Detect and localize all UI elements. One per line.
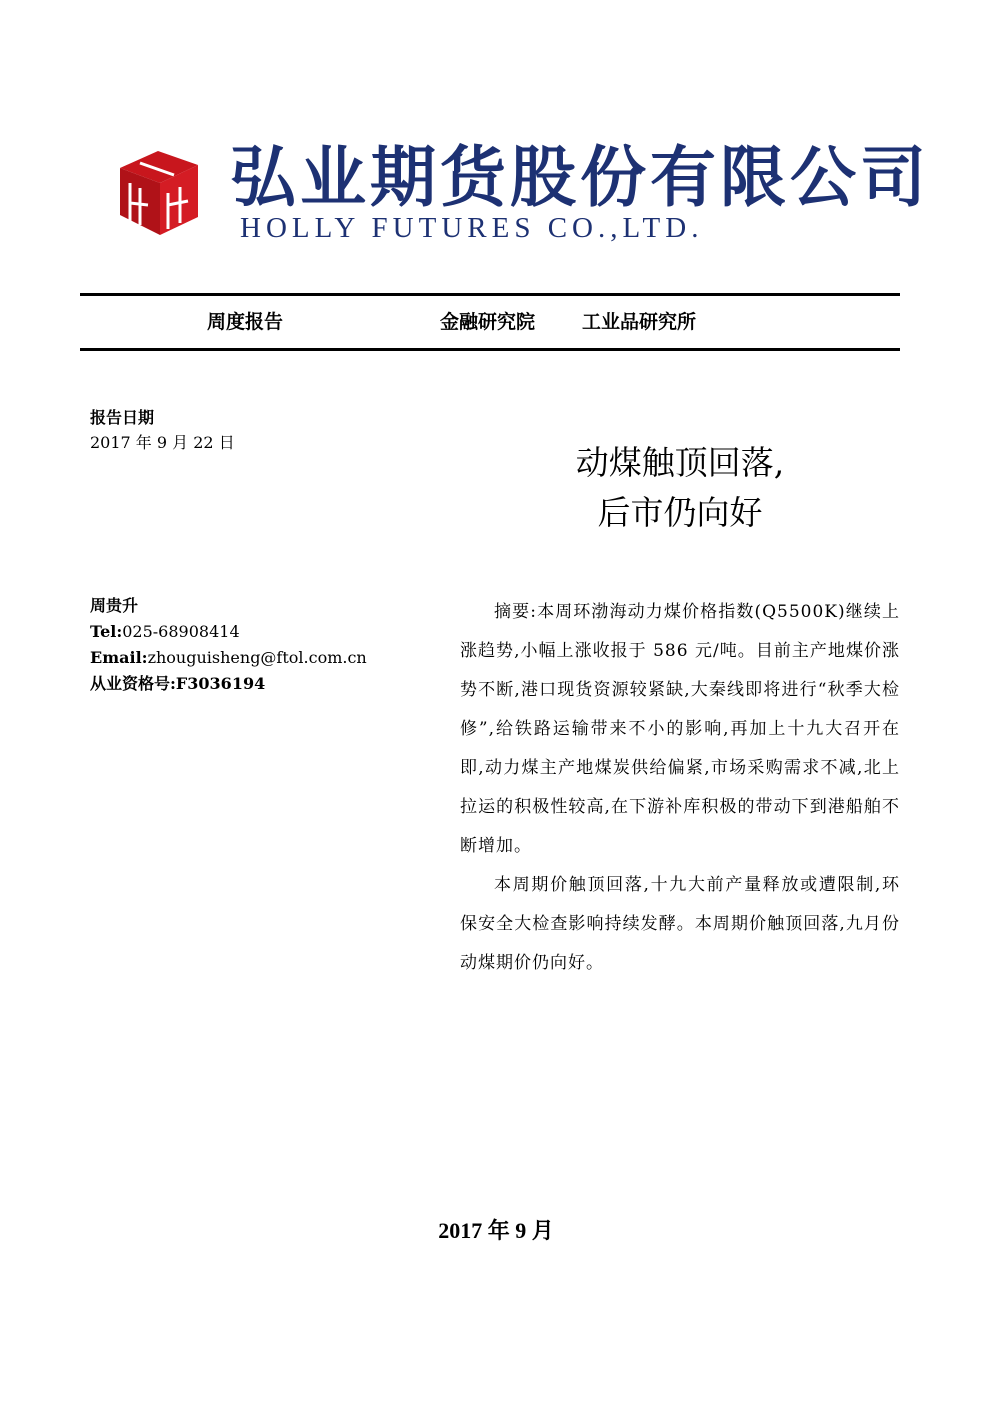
institute-name: 金融研究院 <box>440 311 536 333</box>
report-title-line1: 动煤触顶回落, <box>575 443 785 482</box>
company-name-en: HOLLY FUTURES CO.,LTD. <box>240 212 704 244</box>
report-title-line2: 后市仍向好 <box>597 493 763 532</box>
report-date-label: 报告日期 <box>90 408 155 427</box>
report-title <box>460 438 900 538</box>
email-label: Email: <box>90 648 148 667</box>
report-date-value: 2017 年 9 月 22 日 <box>90 433 235 452</box>
author-tel <box>90 619 240 645</box>
summary-paragraph-1: 摘要:本周环渤海动力煤价格指数(Q5500K)继续上涨趋势,小幅上涨收报于 586 元/吨。目前主产地煤价涨势不断,港口现货资源较紧缺,大秦线即将进行“秋季大检修”,给铁路运输带来不小的影响,再加上十九大召开在即,动力煤主产地煤炭供给偏紧,市场采购需求不减,北上拉运的积极性较高,在下游补库积极的带动下到港船舶不断增加。 <box>460 602 900 856</box>
author-license <box>90 671 265 697</box>
footer-date: 2017 年 9 月 <box>438 1218 554 1243</box>
company-name-cn: 弘业期货股份有限公司 <box>230 138 930 216</box>
email-value: zhouguisheng@ftol.com.cn <box>147 648 367 667</box>
license-value: F3036194 <box>175 674 266 693</box>
tel-label: Tel: <box>90 622 123 641</box>
header-top-rule <box>80 293 900 296</box>
summary-section <box>460 593 900 983</box>
report-type: 周度报告 <box>207 311 284 333</box>
company-logo-mark <box>110 143 205 236</box>
tel-value: 025-68908414 <box>122 622 240 641</box>
author-name: 周贵升 <box>90 596 139 615</box>
department-name: 工业品研究所 <box>582 311 697 333</box>
license-label: 从业资格号: <box>90 674 176 693</box>
header-bottom-rule <box>80 348 900 351</box>
summary-paragraph-2: 本周期价触顶回落,十九大前产量释放或遭限制,环保安全大检查影响持续发酵。本周期价触顶回落,九月份动煤期价仍向好。 <box>460 875 900 973</box>
author-email <box>90 645 367 671</box>
